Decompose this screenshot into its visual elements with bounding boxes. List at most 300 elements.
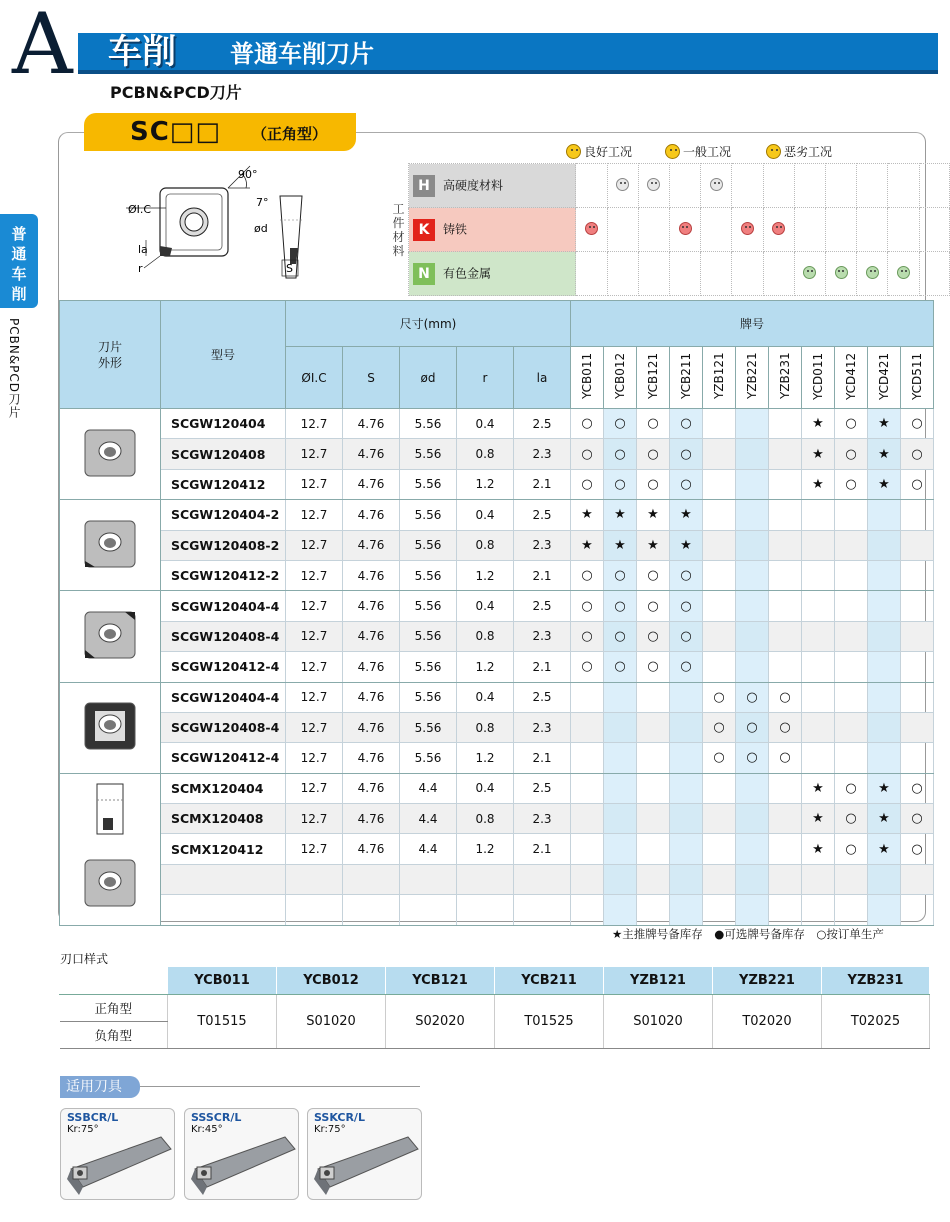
model-cell: SCGW120408-2 [161, 530, 286, 560]
dim-cell: 12.7 [286, 560, 343, 590]
grade-cell [670, 895, 703, 925]
dim-cell: 12.7 [286, 409, 343, 439]
table-row [60, 712, 934, 742]
material-cell [763, 252, 794, 296]
grade-cell [703, 864, 736, 894]
material-cell [638, 164, 669, 208]
grade-header [769, 347, 802, 409]
material-cell [732, 252, 763, 296]
model-cell [161, 864, 286, 894]
grade-cell [736, 773, 769, 803]
dim-cell: 5.56 [400, 469, 457, 499]
tools-divider [140, 1086, 420, 1087]
dim-cell: 4.4 [400, 834, 457, 864]
edge-row-label: 正角型 [60, 995, 168, 1022]
table-row [60, 864, 934, 894]
ic-label: ØI.C [128, 203, 152, 216]
grade-cell [868, 864, 901, 894]
grade-cell: ○ [604, 469, 637, 499]
grade-cell [604, 682, 637, 712]
dim-cell: 4.76 [343, 560, 400, 590]
grade-cell: ★ [802, 834, 835, 864]
material-cell [919, 252, 949, 296]
insert-shape-image [75, 778, 145, 918]
grade-cell [604, 895, 637, 925]
material-cell [732, 208, 763, 252]
dim-cell [514, 864, 571, 894]
dim-cell: 5.56 [400, 652, 457, 682]
good-face-icon [803, 266, 816, 279]
grade-cell [901, 560, 934, 590]
grade-cell: ○ [604, 652, 637, 682]
grade-cell [703, 560, 736, 590]
material-cell [576, 252, 607, 296]
grade-cell: ★ [868, 773, 901, 803]
series-title: PCBN&PCD刀片 [110, 83, 242, 102]
grade-cell [802, 712, 835, 742]
grade-cell [835, 864, 868, 894]
grade-cell: ○ [769, 712, 802, 742]
table-row [60, 409, 934, 439]
model-cell: SCMX120408 [161, 804, 286, 834]
grade-cell [736, 652, 769, 682]
grade-cell: ○ [901, 469, 934, 499]
dim-cell [343, 895, 400, 925]
insert-shape-image [75, 509, 145, 579]
grade-cell: ○ [637, 591, 670, 621]
page-title: 车削 [108, 32, 176, 72]
grade-cell [868, 743, 901, 773]
dim-cell: 0.8 [457, 712, 514, 742]
grade-cell: ○ [736, 682, 769, 712]
grade-cell: ○ [835, 409, 868, 439]
dim-cell: 2.5 [514, 591, 571, 621]
table-row [60, 834, 934, 864]
dim-cell: 2.5 [514, 409, 571, 439]
material-letter-n: N [413, 263, 435, 285]
grade-cell [901, 652, 934, 682]
dim-cell: 0.4 [457, 682, 514, 712]
dim-cell: 2.3 [514, 621, 571, 651]
grade-cell [835, 743, 868, 773]
dim-cell: 12.7 [286, 682, 343, 712]
grade-cell [604, 773, 637, 803]
grade-header [703, 347, 736, 409]
dim-cell: 2.1 [514, 834, 571, 864]
material-table [389, 163, 950, 296]
edge-value: T02025 [822, 995, 930, 1049]
grade-cell [571, 895, 604, 925]
grade-cell [769, 773, 802, 803]
grade-cell [835, 530, 868, 560]
tool-holder-image [61, 1109, 174, 1199]
dim-cell: 5.56 [400, 712, 457, 742]
header-model: 型号 [161, 301, 286, 409]
legend-bad [766, 143, 832, 160]
grade-cell: ★ [637, 530, 670, 560]
badge-code: SC□□ [130, 117, 221, 147]
grade-cell: ○ [736, 743, 769, 773]
grade-cell [736, 500, 769, 530]
model-cell: SCGW120412-4 [161, 743, 286, 773]
dim-cell: 4.76 [343, 712, 400, 742]
grade-header [901, 347, 934, 409]
legend-footnote: ★主推牌号备库存 ●可选牌号备库存 ○按订单生产 [612, 927, 884, 941]
dim-cell: 0.4 [457, 409, 514, 439]
grade-cell [769, 530, 802, 560]
grade-header-label: YCD011 [811, 352, 825, 400]
material-letter-k: K [413, 219, 435, 241]
tool-card[interactable] [307, 1108, 422, 1200]
good-face-icon [835, 266, 848, 279]
tool-name: SSBCR/L [67, 1111, 119, 1124]
material-cell [638, 208, 669, 252]
edge-style-title: 刃口样式 [60, 952, 109, 966]
grade-cell [769, 652, 802, 682]
grade-cell: ★ [868, 469, 901, 499]
grade-cell [703, 530, 736, 560]
material-cell [794, 164, 825, 208]
grade-cell [703, 895, 736, 925]
grade-cell [835, 712, 868, 742]
model-cell: SCGW120404-4 [161, 682, 286, 712]
grade-cell: ★ [802, 409, 835, 439]
grade-cell [571, 804, 604, 834]
grade-header-label: YCB211 [679, 352, 693, 400]
grade-cell [736, 530, 769, 560]
dim-cell: 5.56 [400, 682, 457, 712]
grade-cell [901, 621, 934, 651]
normal-face-icon [710, 178, 723, 191]
dim-cell: 0.4 [457, 773, 514, 803]
grade-cell [868, 560, 901, 590]
tool-kr: Kr:75° [67, 1124, 99, 1135]
model-cell: SCGW120412-4 [161, 652, 286, 682]
model-cell: SCGW120408-4 [161, 621, 286, 651]
dim-cell: 5.56 [400, 409, 457, 439]
grade-cell [604, 743, 637, 773]
grade-header [802, 347, 835, 409]
dim-cell: 2.3 [514, 530, 571, 560]
grade-cell [769, 591, 802, 621]
grade-cell: ○ [901, 409, 934, 439]
dim-cell: 2.5 [514, 682, 571, 712]
grade-cell: ○ [571, 439, 604, 469]
grade-cell [901, 743, 934, 773]
grade-cell [868, 591, 901, 621]
edge-value: T02020 [713, 995, 822, 1049]
grade-cell [703, 469, 736, 499]
material-name: 有色金属 [443, 266, 492, 280]
grade-cell: ★ [802, 469, 835, 499]
grade-cell [736, 439, 769, 469]
grade-cell [571, 712, 604, 742]
grade-cell [769, 895, 802, 925]
normal-face-icon [665, 144, 680, 159]
insert-hole-inner [185, 213, 203, 231]
grade-cell: ★ [670, 530, 703, 560]
dim-cell: 2.1 [514, 469, 571, 499]
dim-cell: 12.7 [286, 834, 343, 864]
material-cell [857, 252, 888, 296]
grade-cell [670, 743, 703, 773]
dim-cell: 12.7 [286, 804, 343, 834]
table-row [60, 682, 934, 712]
grade-cell [670, 773, 703, 803]
dim-cell: 2.3 [514, 712, 571, 742]
grade-cell [670, 864, 703, 894]
good-face-icon [866, 266, 879, 279]
good-face-icon [647, 178, 660, 191]
grade-header-label: YCB011 [580, 352, 594, 400]
grade-cell [571, 773, 604, 803]
grade-cell [802, 500, 835, 530]
material-label [409, 208, 576, 252]
grade-cell [571, 834, 604, 864]
insert-shape-image [75, 600, 145, 670]
grade-cell [802, 682, 835, 712]
dim-cell [286, 864, 343, 894]
dim-cell: 12.7 [286, 530, 343, 560]
dim-cell: 4.76 [343, 652, 400, 682]
legend-normal [665, 143, 731, 160]
good-face-icon [566, 144, 581, 159]
grade-cell [901, 712, 934, 742]
grade-cell: ○ [604, 560, 637, 590]
grade-cell: ○ [703, 712, 736, 742]
material-cell [794, 208, 825, 252]
dim-cell: 0.8 [457, 804, 514, 834]
material-cell [607, 208, 638, 252]
dim-cell: 0.4 [457, 591, 514, 621]
shape-cell [60, 591, 161, 682]
grade-cell [736, 621, 769, 651]
grade-cell [736, 895, 769, 925]
dim-cell: 2.5 [514, 773, 571, 803]
grade-cell [736, 560, 769, 590]
grade-cell: ★ [571, 530, 604, 560]
grade-cell: ★ [604, 500, 637, 530]
shape-cell [60, 409, 161, 500]
grade-cell: ○ [604, 439, 637, 469]
grade-cell [703, 804, 736, 834]
grade-cell [835, 895, 868, 925]
grade-cell [802, 652, 835, 682]
material-side-label [389, 164, 409, 296]
material-cell [826, 252, 857, 296]
dim-cell: 4.4 [400, 804, 457, 834]
grade-cell: ○ [571, 560, 604, 590]
grade-cell: ○ [670, 621, 703, 651]
grade-cell [802, 591, 835, 621]
edge-grade-header: YCB012 [277, 967, 386, 995]
grade-cell: ○ [901, 834, 934, 864]
grade-cell [604, 712, 637, 742]
grade-header [670, 347, 703, 409]
header-bar [78, 33, 938, 71]
grade-cell [703, 773, 736, 803]
grade-header-label: YZB231 [778, 352, 792, 400]
grade-cell [769, 864, 802, 894]
grade-cell: ○ [637, 439, 670, 469]
grade-cell [769, 804, 802, 834]
grade-cell: ○ [901, 439, 934, 469]
grade-cell: ★ [868, 804, 901, 834]
good-face-icon [679, 222, 692, 235]
material-cell [794, 252, 825, 296]
grade-cell [868, 682, 901, 712]
grade-cell [637, 804, 670, 834]
grade-cell [901, 864, 934, 894]
header-shape: 刀片外形 [60, 301, 161, 409]
grade-cell [802, 560, 835, 590]
grade-cell: ○ [571, 409, 604, 439]
bad-face-icon [772, 222, 785, 235]
grade-header [736, 347, 769, 409]
grade-cell: ○ [703, 682, 736, 712]
grade-cell [637, 864, 670, 894]
dim-cell: 2.1 [514, 560, 571, 590]
edge-grade-header: YZB231 [822, 967, 930, 995]
grade-cell [868, 621, 901, 651]
material-cell [888, 208, 919, 252]
dim-cell: 4.76 [343, 469, 400, 499]
dim-cell: 2.1 [514, 743, 571, 773]
table-row [60, 591, 934, 621]
dim-cell [343, 864, 400, 894]
grade-cell: ○ [670, 652, 703, 682]
grade-header-label: YCD511 [910, 352, 924, 400]
grade-cell: ○ [835, 469, 868, 499]
dim-cell: 12.7 [286, 773, 343, 803]
grade-cell [901, 500, 934, 530]
model-cell: SCGW120412-2 [161, 560, 286, 590]
grade-cell: ○ [571, 652, 604, 682]
edge-grade-header: YCB121 [386, 967, 495, 995]
grade-cell: ○ [901, 773, 934, 803]
section-letter: A [12, 0, 73, 93]
dim-header: ØI.C [286, 347, 343, 409]
grade-cell [637, 773, 670, 803]
insert-shape-image [75, 418, 145, 488]
r-label: r [138, 262, 143, 275]
grade-cell: ○ [637, 621, 670, 651]
material-letter-h: H [413, 175, 435, 197]
model-cell: SCMX120412 [161, 834, 286, 864]
dim-header: S [343, 347, 400, 409]
table-row [60, 469, 934, 499]
material-cell [763, 164, 794, 208]
good-face-icon [741, 222, 754, 235]
grade-cell [604, 804, 637, 834]
dim-cell: 4.76 [343, 834, 400, 864]
dim-header: la [514, 347, 571, 409]
dim-cell [400, 864, 457, 894]
legend-normal-label: 一般工况 [683, 145, 732, 159]
material-label [409, 164, 576, 208]
grade-cell [670, 834, 703, 864]
grade-cell: ★ [868, 409, 901, 439]
dim-cell [457, 864, 514, 894]
shape-cell [60, 773, 161, 925]
tools-title: 适用刀具 [60, 1076, 140, 1098]
header-grade: 牌号 [571, 301, 934, 347]
dim-cell: 4.76 [343, 500, 400, 530]
tool-kr: Kr:75° [314, 1124, 346, 1135]
table-row [60, 439, 934, 469]
table-row [60, 804, 934, 834]
dim-cell [400, 895, 457, 925]
grade-cell: ○ [670, 409, 703, 439]
dim-cell: 1.2 [457, 834, 514, 864]
material-name: 铸铁 [443, 222, 468, 236]
grade-cell [901, 895, 934, 925]
grade-cell [571, 682, 604, 712]
grade-cell [637, 895, 670, 925]
grade-cell [571, 864, 604, 894]
edge-value: S01020 [604, 995, 713, 1049]
model-cell: SCGW120404 [161, 409, 286, 439]
legend-good-label: 良好工况 [584, 145, 633, 159]
dim-cell: 0.8 [457, 530, 514, 560]
la-label: la [138, 243, 148, 256]
grade-cell: ★ [670, 500, 703, 530]
tool-holder-image [308, 1109, 421, 1199]
grade-cell: ○ [769, 682, 802, 712]
grade-header-label: YCB121 [646, 352, 660, 400]
model-cell [161, 895, 286, 925]
grade-cell: ○ [670, 560, 703, 590]
material-cell [888, 164, 919, 208]
edge-row-label: 负角型 [60, 1022, 168, 1049]
grade-header [604, 347, 637, 409]
grade-cell [670, 682, 703, 712]
grade-cell [901, 591, 934, 621]
grade-cell [637, 682, 670, 712]
grade-header [637, 347, 670, 409]
edge-value: S01020 [277, 995, 386, 1049]
side-tab[interactable] [0, 214, 38, 308]
grade-cell [835, 560, 868, 590]
grade-cell [868, 500, 901, 530]
dim-header: ød [400, 347, 457, 409]
legend-bad-label: 恶劣工况 [784, 145, 833, 159]
grade-header-label: YCB012 [613, 352, 627, 400]
table-row [60, 560, 934, 590]
grade-cell [703, 439, 736, 469]
grade-cell: ★ [868, 834, 901, 864]
shape-cell [60, 682, 161, 773]
grade-cell: ○ [769, 743, 802, 773]
tool-card[interactable] [60, 1108, 175, 1200]
dim-cell: 4.76 [343, 773, 400, 803]
grade-cell: ★ [604, 530, 637, 560]
grade-cell [802, 895, 835, 925]
edge-grade-header: YZB121 [604, 967, 713, 995]
grade-cell [703, 591, 736, 621]
legend-good [566, 143, 632, 160]
material-cell [607, 164, 638, 208]
dim-cell: 4.76 [343, 409, 400, 439]
grade-cell [868, 895, 901, 925]
grade-cell [802, 530, 835, 560]
material-cell [857, 208, 888, 252]
grade-cell: ★ [802, 439, 835, 469]
tool-name: SSSCR/L [191, 1111, 242, 1124]
grade-cell [802, 743, 835, 773]
tool-card[interactable] [184, 1108, 299, 1200]
grade-cell: ○ [835, 834, 868, 864]
